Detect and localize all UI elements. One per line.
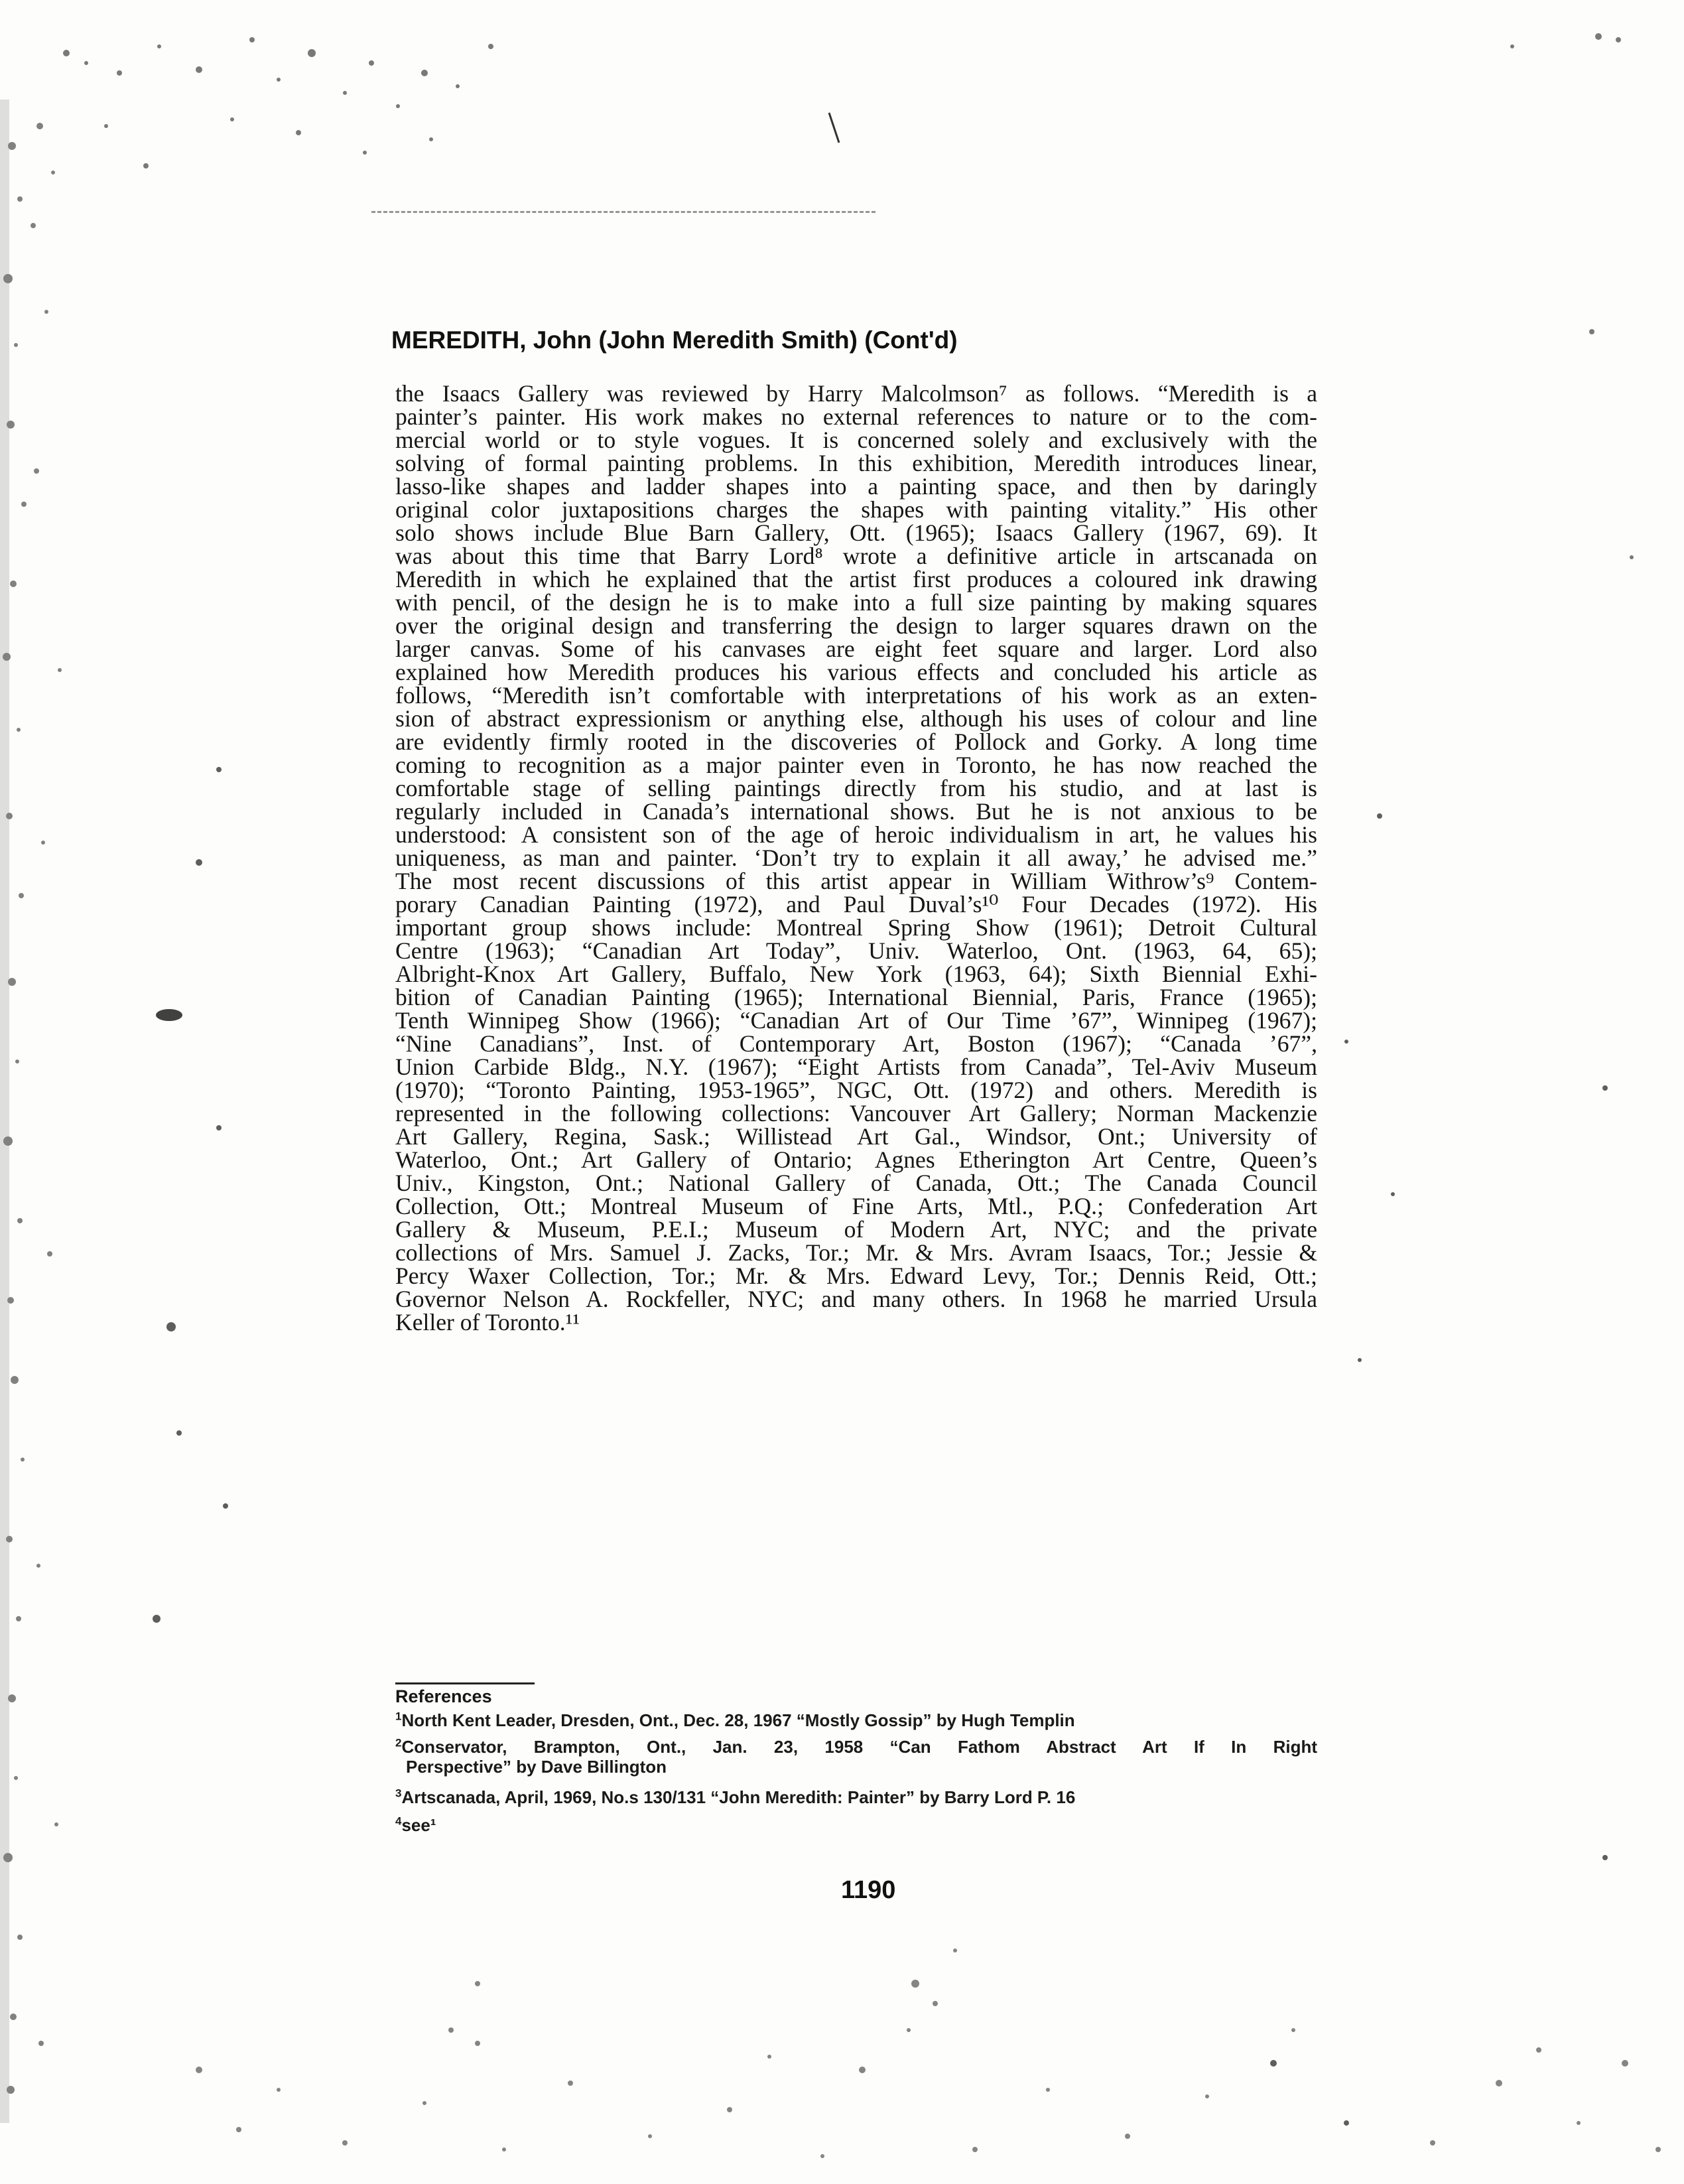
body-line: Centre (1963); “Canadian Art Today”, Univ. Waterloo, Ont. (1963, 64, 65);: [395, 937, 1317, 964]
reference-item: [395, 1787, 1075, 1808]
body-line: Tenth Winnipeg Show (1966); “Canadian Art of Our Time ’67”, Winnipeg (1967);: [395, 1007, 1317, 1034]
body-line: sion of abstract expressionism or anything else, although his uses of colour and line: [395, 705, 1317, 732]
body-line: collections of Mrs. Samuel J. Zacks, Tor.; Mr. & Mrs. Avram Isaacs, Tor.; Jessie &: [395, 1239, 1317, 1266]
body-line: painter’s painter. His work makes no external references to nature or to the com-: [395, 403, 1317, 430]
body-line: original color juxtapositions charges the shapes with painting vitality.” His other: [395, 496, 1317, 523]
body-line: represented in the following collections: Vancouver Art Gallery; Norman Mackenzie: [395, 1100, 1317, 1126]
reference-number: 3: [395, 1787, 402, 1800]
body-line: explained how Meredith produces his various effects and concluded his article as: [395, 659, 1317, 685]
reference-number: 2: [395, 1736, 402, 1749]
body-line: was about this time that Barry Lord⁸ wrote a definitive article in artscanada on: [395, 543, 1317, 569]
body-line: Governor Nelson A. Rockfeller, NYC; and many others. In 1968 he married Ursula: [395, 1286, 1317, 1312]
reference-text: North Kent Leader, Dresden, Ont., Dec. 28, 1967 “Mostly Gossip” by Hugh Templin: [401, 1710, 1075, 1730]
references-heading: References: [395, 1686, 492, 1706]
body-line: the Isaacs Gallery was reviewed by Harry Malcolmson⁷ as follows. “Meredith is a: [395, 380, 1317, 407]
body-line: regularly included in Canada’s international shows. But he is not anxious to be: [395, 798, 1317, 825]
body-line: solo shows include Blue Barn Gallery, Ott. (1965); Isaacs Gallery (1967, 69). It: [395, 519, 1317, 546]
body-line: porary Canadian Painting (1972), and Paul Duval’s¹⁰ Four Decades (1972). His: [395, 891, 1317, 918]
reference-text: Artscanada, April, 1969, No.s 130/131 “John Meredith: Painter” by Barry Lord P. 16: [401, 1787, 1076, 1807]
body-line: larger canvas. Some of his canvases are eight feet square and larger. Lord also: [395, 636, 1317, 662]
references-rule: [395, 1682, 535, 1684]
body-line: Univ., Kingston, Ont.; National Gallery of Canada, Ott.; The Canada Council: [395, 1170, 1317, 1196]
reference-number: 1: [395, 1710, 402, 1723]
body-line: Union Carbide Bldg., N.Y. (1967); “Eight Artists from Canada”, Tel-Aviv Museum: [395, 1054, 1317, 1080]
entry-heading: MEREDITH, John (John Meredith Smith) (Cont'd): [391, 326, 958, 354]
body-line: Gallery & Museum, P.E.I.; Museum of Modern Art, NYC; and the private: [395, 1216, 1317, 1243]
body-line: important group shows include: Montreal Spring Show (1961); Detroit Cultural: [395, 914, 1317, 941]
reference-item: [395, 1710, 1075, 1731]
reference-text: Perspective” by Dave Billington: [406, 1757, 667, 1777]
body-line: coming to recognition as a major painter even in Toronto, he has now reached the: [395, 752, 1317, 778]
body-line: Collection, Ott.; Montreal Museum of Fine Arts, Mtl., P.Q.; Confederation Art: [395, 1193, 1317, 1219]
body-line: The most recent discussions of this artist appear in William Withrow’s⁹ Contem-: [395, 868, 1317, 894]
body-line: comfortable stage of selling paintings directly from his studio, and at last is: [395, 775, 1317, 801]
reference-item-continued: [406, 1757, 667, 1777]
reference-number: 4: [395, 1814, 402, 1828]
page-number: 1190: [841, 1876, 896, 1904]
body-line: Waterloo, Ont.; Art Gallery of Ontario; Agnes Etherington Art Centre, Queen’s: [395, 1146, 1317, 1173]
body-line: Meredith in which he explained that the artist first produces a coloured ink drawing: [395, 566, 1317, 592]
reference-text: Conservator, Brampton, Ont., Jan. 23, 1958 “Can Fathom Abstract Art If In Right: [401, 1737, 1317, 1757]
body-line: (1970); “Toronto Painting, 1953-1965”, NGC, Ott. (1972) and others. Meredith is: [395, 1077, 1317, 1103]
body-line: lasso-like shapes and ladder shapes into a painting space, and then by daringly: [395, 473, 1317, 500]
body-line: uniqueness, as man and painter. ‘Don’t try to explain it all away,’ he advised me.”: [395, 845, 1317, 871]
body-line: mercial world or to style vogues. It is concerned solely and exclusively with the: [395, 427, 1317, 453]
reference-item: [395, 1737, 1317, 1757]
body-line: follows, “Meredith isn’t comfortable with interpretations of his work as an exten-: [395, 682, 1317, 709]
reference-text: see¹: [401, 1815, 436, 1835]
body-line: understood: A consistent son of the age of heroic individualism in art, he values his: [395, 821, 1317, 848]
reference-item: [395, 1815, 436, 1836]
body-line: solving of formal painting problems. In this exhibition, Meredith introduces linear,: [395, 450, 1317, 476]
body-line: Keller of Toronto.¹¹: [395, 1309, 580, 1335]
body-line: over the original design and transferring the design to larger squares drawn on the: [395, 612, 1317, 639]
body-line: with pencil, of the design he is to make into a full size painting by making squares: [395, 589, 1317, 616]
body-line: Albright-Knox Art Gallery, Buffalo, New York (1963, 64); Sixth Biennial Exhi-: [395, 961, 1317, 987]
entry-body: [395, 382, 1317, 1334]
body-line: “Nine Canadians”, Inst. of Contemporary Art, Boston (1967); “Canada ’67”,: [395, 1030, 1317, 1057]
body-line: bition of Canadian Painting (1965); International Biennial, Paris, France (1965);: [395, 984, 1317, 1010]
body-line: Art Gallery, Regina, Sask.; Willistead Art Gal., Windsor, Ont.; University of: [395, 1123, 1317, 1150]
body-line: Percy Waxer Collection, Tor.; Mr. & Mrs. Edward Levy, Tor.; Dennis Reid, Ott.;: [395, 1263, 1317, 1289]
body-line: are evidently firmly rooted in the discoveries of Pollock and Gorky. A long time: [395, 728, 1317, 755]
header-dashed-rule: [371, 211, 875, 216]
